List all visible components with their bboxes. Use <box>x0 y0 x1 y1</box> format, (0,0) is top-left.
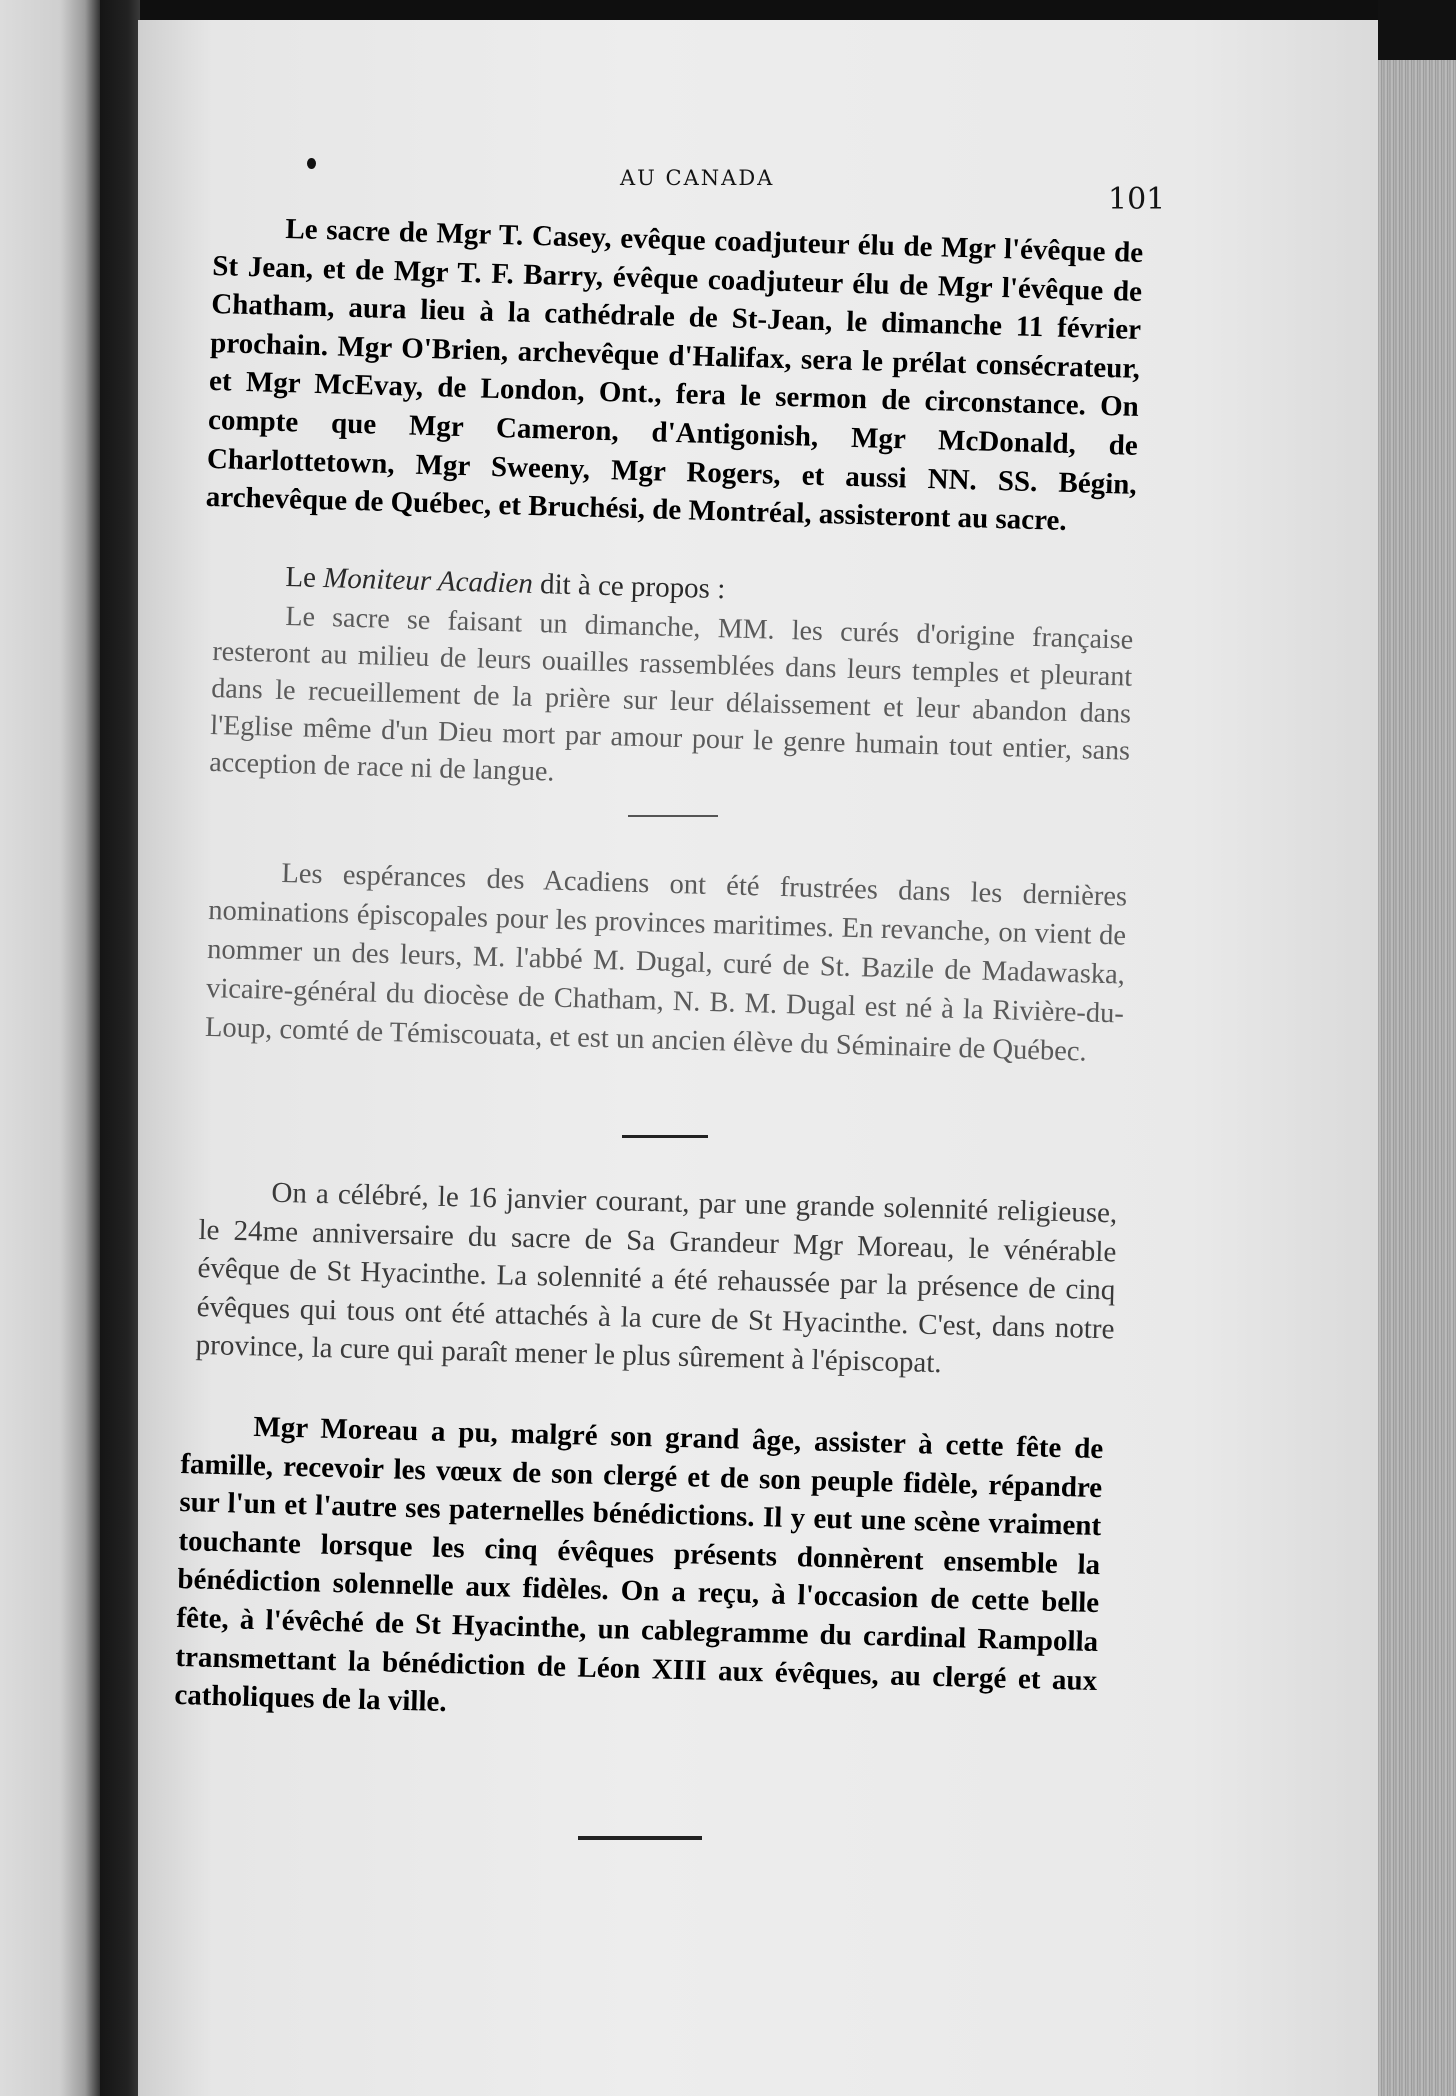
section-divider <box>622 1135 708 1138</box>
quote-intro-suffix: dit à ce propos : <box>539 568 726 606</box>
end-rule <box>578 1836 702 1840</box>
ink-dot <box>307 158 316 169</box>
page-stack-edges <box>1370 60 1456 2096</box>
book-gutter <box>100 0 140 2096</box>
running-head: AU CANADA <box>620 166 775 190</box>
quote-intro-prefix: Le <box>284 561 317 594</box>
newspaper-title: Moniteur Acadien <box>322 562 534 600</box>
paragraph-acadians: Les espérances des Acadiens ont été frustrées dans les dernières nominations épiscopales pour les provinces maritimes. En revanche, on vient de nommer un des leurs, M. l'abbé M. Dugal, curé de St. Bazile de Madawaska, vicaire-général du diocèse de Chatham, N. B. M. Dugal est né à la Rivière-du-Loup, comté de Témiscouata, et est un ancien élève du Séminaire de Québec. <box>204 858 1128 1068</box>
section-divider <box>628 815 718 817</box>
page-number: 101 <box>1108 182 1166 217</box>
paragraph-anniversary: On a célébré, le 16 janvier courant, par une grande solennité religieuse, le 24me anniversaire du sacre de Sa Grandeur Mgr Moreau, le vénérable évêque de St Hyacinthe. La solennité a été rehaussée par la présence de cinq évêques qui tous ont été attachés à la cure de St Hyacinthe. C'est, dans notre province, la cure qui paraît mener le plus sûrement à l'épiscopat. <box>195 1176 1118 1380</box>
facing-page-edge <box>0 0 100 2096</box>
paragraph-quotation: Le sacre se faisant un dimanche, MM. les curés d'origine française resteront au milieu de leurs ouailles rassemblées dans leurs temples et pleurant dans le recueillement de la prière sur leur délaissement et leur abandon dans l'Eglise même d'un Dieu mort par amour pour le genre humain tout entier, sans acception de race ni de langue. <box>208 601 1134 788</box>
paragraph-consecration: Le sacre de Mgr T. Casey, evêque coadjuteur élu de Mgr l'évêque de St Jean, et de Mgr T. F. Barry, évêque coadjuteur élu de Mgr l'évêque de Chatham, aura lieu à la cathédrale de St-Jean, le dimanche 11 février prochain. Mgr O'Brien, archevêque d'Halifax, sera le prélat consécrateur, et Mgr McEvay, de London, Ont., fera le sermon de circonstance. On compte que Mgr Cameron, d'Antigonish, Mgr McDonald, de Charlottetown, Mgr Sweeny, Mgr Rogers, et aussi NN. SS. Bégin, archevêque de Québec, et Bruchési, de Montréal, assisteront au sacre. <box>205 213 1144 538</box>
paragraph-benediction: Mgr Moreau a pu, malgré son grand âge, assister à cette fête de famille, recevoir les vœux de son clergé et de son peuple fidèle, répandre sur l'un et l'autre ses paternelles bénédictions. Il y eut une scène vraiment touchante lorsque les cinq évêques présents donnèrent ensemble la bénédiction solennelle aux fidèles. On a reçu, à l'occasion de cette belle fête, à l'évêché de St Hyacinthe, un cablegramme du cardinal Rampolla transmettant la bénédiction de Léon XIII aux évêques, au clergé et aux catholiques de la ville. <box>174 1410 1104 1719</box>
